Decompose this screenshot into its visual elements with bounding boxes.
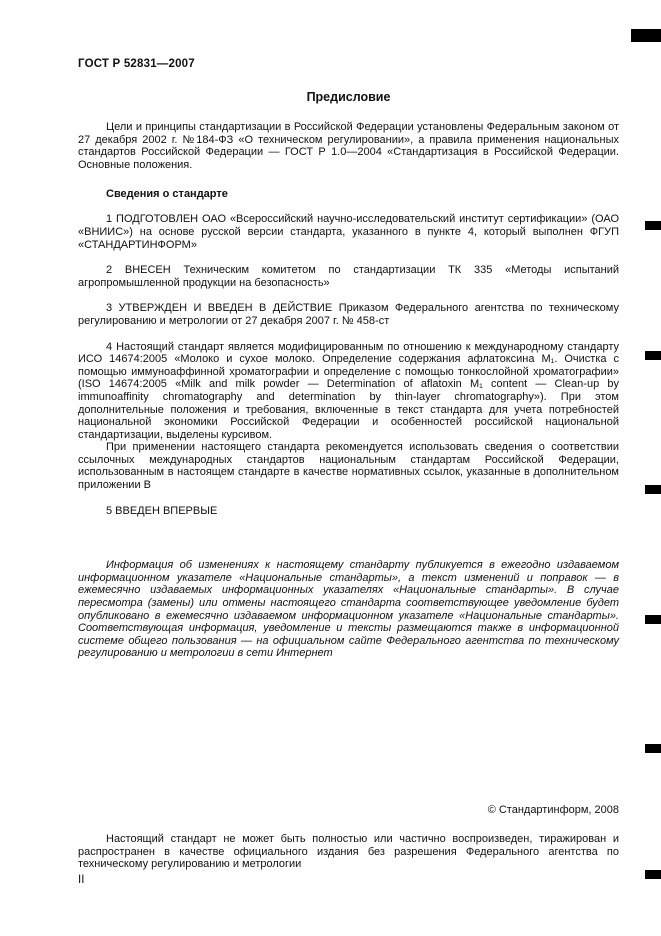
standard-designation: ГОСТ Р 52831—2007 [78, 58, 195, 70]
scan-artifact [645, 870, 661, 879]
clause-2-submitted: 2 ВНЕСЕН Техническим комитетом по стандартизации ТК 335 «Методы испытаний агропромышленной продукции на безопасность» [78, 264, 619, 289]
clause-4-modified-standard: 4 Настоящий стандарт является модифицированным по отношению к международному стандарту ИСО 14674:2005 «Молоко и сухое молоко. Определение содержания афлатоксина M₁. Очистка с помощью иммуноаффинной хроматографии и определение с помощью тонкослойной хроматографии» (ISO 14674:2005 «Milk and milk powder — Determination of aflatoxin M₁ content — Clean-up by immunoaffinity chromatography and determination by thin-layer chromatography»). При этом дополнительные положения и требования, включенные в текст стандарта для учета потребностей национальной экономики Российской Федерации и особенностей российской национальной стандартизации, выделены курсивом. [78, 340, 619, 441]
clause-4-continuation: При применении настоящего стандарта рекомендуется использовать сведения о соответствии ссылочных международных стандартов национальным стандартам Российской Федерации, использованным в настоящем стандарте в качестве нормативных ссылок, указанные в дополнительном приложении В [78, 441, 619, 492]
intro-paragraph: Цели и принципы стандартизации в Российской Федерации установлены Федеральным законом от 27 декабря 2002 г. №184-ФЗ «О техническом регулировании», а правила применения национальных стандартов Российской Федерации — ГОСТ Р 1.0—2004 «Стандартизация в Российской Федерации. Основные положения. [78, 121, 619, 171]
page-number: II [78, 874, 85, 886]
page-title: Предисловие [306, 90, 391, 104]
scan-artifact [645, 221, 661, 230]
clause-5-first-edition: 5 ВВЕДЕН ВПЕРВЫЕ [106, 504, 218, 517]
clause-3-approved: 3 УТВЕРЖДЕН И ВВЕДЕН В ДЕЙСТВИЕ Приказом Федерального агентства по техническому регулированию и метрологии от 27 декабря 2007 г. № 458-ст [78, 302, 619, 327]
scan-artifact [645, 615, 661, 624]
copyright-line: © Стандартинформ, 2008 [487, 804, 619, 816]
scan-artifact-corner [631, 29, 661, 42]
scan-artifact [645, 351, 661, 360]
clause-1-prepared: 1 ПОДГОТОВЛЕН ОАО «Всероссийский научно-исследовательский институт сертификации» (ОАО «ВНИИС») на основе русской версии стандарта, указанного в пункте 4, который выполнен ФГУП «СТАНДАРТИНФОРМ» [78, 213, 619, 251]
section-heading: Сведения о стандарте [106, 188, 228, 201]
scan-artifact [645, 744, 661, 753]
amendments-information-note: Информация об изменениях к настоящему стандарту публикуется в ежегодно издаваемом информационном указателе «Национальные стандарты», а текст изменений и поправок — в ежемесячно издаваемых информационных указателях «Национальные стандарты». В случае пересмотра (замены) или отмены настоящего стандарта соответствующее уведомление будет опубликовано в ежемесячно издаваемом информационном указателе «Национальные стандарты». Соответствующая информация, уведомление и тексты размещаются также в информационной системе общего пользования — на официальном сайте Федерального агентства по техническому регулированию и метрологии в сети Интернет [78, 559, 619, 660]
reproduction-notice: Настоящий стандарт не может быть полностью или частично воспроизведен, тиражирован и распространен в качестве официального издания без разрешения Федерального агентства по техническому регулированию и метрологии [78, 833, 619, 871]
scan-artifact [645, 485, 661, 494]
